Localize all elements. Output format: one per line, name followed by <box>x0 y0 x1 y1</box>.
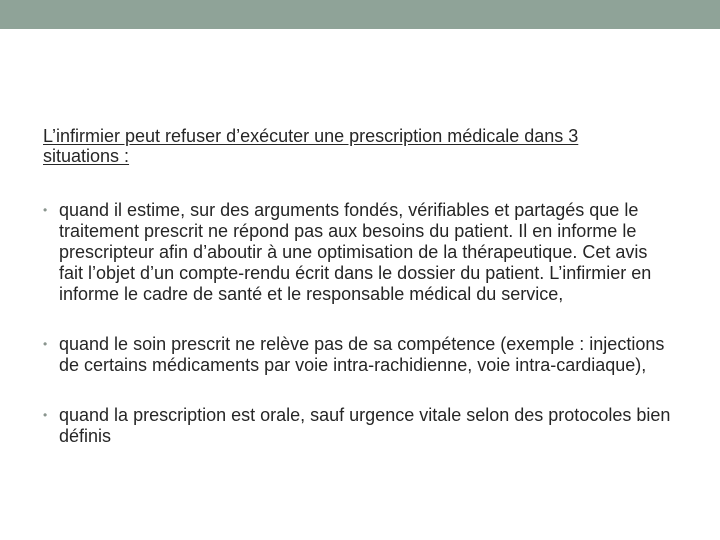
slide-body <box>43 126 683 447</box>
bullet-text: quand la prescription est orale, sauf urgence vitale selon des protocoles bien définis <box>59 405 671 446</box>
bullet-dot-icon: • <box>43 203 48 217</box>
bullet-dot-icon: • <box>43 337 48 351</box>
bullet-item <box>43 405 676 447</box>
bullet-text: quand le soin prescrit ne relève pas de sa compétence (exemple : injections de certains médicaments par voie intra-rachidienne, voie intra-cardiaque), <box>59 334 665 375</box>
slide-heading: L’infirmier peut refuser d’exécuter une prescription médicale dans 3 situations : <box>43 126 579 166</box>
bullet-dot-icon: • <box>43 408 48 422</box>
bullet-list <box>43 200 683 447</box>
bullet-item <box>43 200 676 305</box>
top-band <box>0 0 720 29</box>
bullet-text: quand il estime, sur des arguments fondés, vérifiables et partagés que le traitement prescrit ne répond pas aux besoins du patient. Il en informe le prescripteur afin d’aboutir à une optimisation de la thérapeutique. Cet avis fait l’objet d’un compte-rendu écrit dans le dossier du patient. L’infirmier en informe le cadre de santé et le responsable médical du service, <box>59 200 652 304</box>
bullet-item <box>43 334 669 376</box>
